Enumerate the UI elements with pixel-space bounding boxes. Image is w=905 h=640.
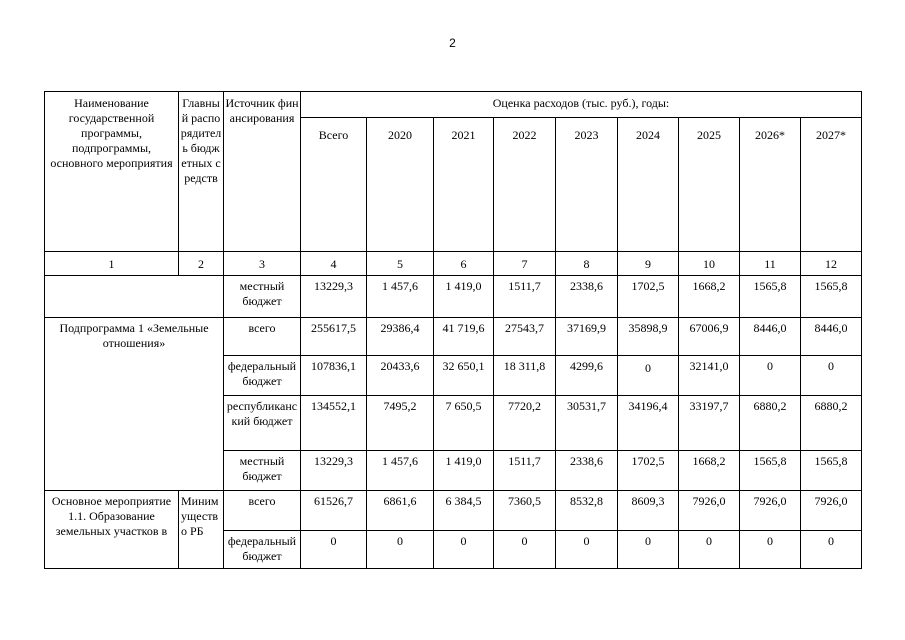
header-program-name: Наименование государственной программы, подпрограммы, основного мероприятия — [45, 92, 179, 252]
header-year: Всего — [301, 118, 367, 252]
amount-cell: 20433,6 — [367, 356, 434, 396]
amount-cell: 18 311,8 — [494, 356, 556, 396]
amount-cell: 6 384,5 — [434, 491, 494, 531]
amount-cell: 8609,3 — [618, 491, 679, 531]
amount-cell: 2338,6 — [556, 276, 618, 318]
header-year: 2027* — [801, 118, 862, 252]
amount-cell: 1702,5 — [618, 276, 679, 318]
column-number: 2 — [179, 252, 224, 276]
amount-cell: 1 457,6 — [367, 276, 434, 318]
amount-cell: 7720,2 — [494, 396, 556, 451]
table-row — [45, 491, 862, 531]
column-number: 6 — [434, 252, 494, 276]
amount-cell: 0 — [679, 531, 740, 569]
financing-source: местный бюджет — [224, 451, 301, 491]
column-number: 1 — [45, 252, 179, 276]
amount-cell: 0 — [801, 531, 862, 569]
table-row — [45, 276, 862, 318]
amount-cell: 0 — [618, 356, 679, 396]
amount-cell: 107836,1 — [301, 356, 367, 396]
amount-cell: 0 — [618, 531, 679, 569]
header-main-manager: Главный распорядитель бюджетных средств — [179, 92, 224, 252]
expenditure-table — [44, 91, 862, 569]
amount-cell: 1565,8 — [801, 276, 862, 318]
amount-cell: 2338,6 — [556, 451, 618, 491]
amount-cell: 6861,6 — [367, 491, 434, 531]
amount-cell: 1668,2 — [679, 451, 740, 491]
amount-cell: 0 — [556, 531, 618, 569]
amount-cell: 67006,9 — [679, 318, 740, 356]
amount-cell: 7926,0 — [740, 491, 801, 531]
amount-cell: 0 — [434, 531, 494, 569]
financing-source: федеральный бюджет — [224, 356, 301, 396]
financing-source: федеральный бюджет — [224, 531, 301, 569]
amount-cell: 7926,0 — [679, 491, 740, 531]
empty-cell — [45, 276, 224, 318]
amount-cell: 8532,8 — [556, 491, 618, 531]
header-year: 2026* — [740, 118, 801, 252]
column-number: 4 — [301, 252, 367, 276]
amount-cell: 1 419,0 — [434, 276, 494, 318]
amount-cell: 0 — [301, 531, 367, 569]
column-number: 9 — [618, 252, 679, 276]
amount-cell: 33197,7 — [679, 396, 740, 451]
amount-cell: 8446,0 — [801, 318, 862, 356]
amount-cell: 30531,7 — [556, 396, 618, 451]
header-row — [45, 92, 862, 118]
amount-cell: 13229,3 — [301, 451, 367, 491]
amount-cell: 13229,3 — [301, 276, 367, 318]
column-number: 3 — [224, 252, 301, 276]
amount-cell: 134552,1 — [301, 396, 367, 451]
amount-cell: 27543,7 — [494, 318, 556, 356]
amount-cell: 1511,7 — [494, 451, 556, 491]
amount-cell: 1 419,0 — [434, 451, 494, 491]
amount-cell: 4299,6 — [556, 356, 618, 396]
amount-cell: 0 — [801, 356, 862, 396]
column-number: 11 — [740, 252, 801, 276]
amount-cell: 0 — [367, 531, 434, 569]
amount-cell: 0 — [740, 356, 801, 396]
header-year: 2020 — [367, 118, 434, 252]
amount-cell: 41 719,6 — [434, 318, 494, 356]
column-number: 8 — [556, 252, 618, 276]
main-event-name: Основное мероприятие 1.1. Образование земельных участков в — [45, 491, 179, 569]
amount-cell: 8446,0 — [740, 318, 801, 356]
amount-cell: 34196,4 — [618, 396, 679, 451]
header-year: 2021 — [434, 118, 494, 252]
header-year: 2024 — [618, 118, 679, 252]
amount-cell: 1668,2 — [679, 276, 740, 318]
column-number: 7 — [494, 252, 556, 276]
amount-cell: 37169,9 — [556, 318, 618, 356]
amount-cell: 7926,0 — [801, 491, 862, 531]
amount-cell: 35898,9 — [618, 318, 679, 356]
amount-cell: 255617,5 — [301, 318, 367, 356]
amount-cell: 6880,2 — [740, 396, 801, 451]
table-row — [45, 318, 862, 356]
header-financing-source: Источник финансирования — [224, 92, 301, 252]
column-number-row — [45, 252, 862, 276]
financing-source: всего — [224, 318, 301, 356]
header-year: 2023 — [556, 118, 618, 252]
amount-cell: 1565,8 — [740, 276, 801, 318]
financing-source: республиканский бюджет — [224, 396, 301, 451]
financing-source: местный бюджет — [224, 276, 301, 318]
header-estimate: Оценка расходов (тыс. руб.), годы: — [301, 92, 862, 118]
amount-cell: 29386,4 — [367, 318, 434, 356]
column-number: 5 — [367, 252, 434, 276]
header-year: 2025 — [679, 118, 740, 252]
column-number: 12 — [801, 252, 862, 276]
amount-cell: 1 457,6 — [367, 451, 434, 491]
amount-cell: 0 — [740, 531, 801, 569]
amount-cell: 61526,7 — [301, 491, 367, 531]
page-number: 2 — [449, 36, 456, 50]
financing-source: всего — [224, 491, 301, 531]
main-event-manager: Минимущество РБ — [179, 491, 224, 569]
amount-cell: 1565,8 — [740, 451, 801, 491]
subprogram-name: Подпрограмма 1 «Земельные отношения» — [45, 318, 224, 491]
amount-cell: 32 650,1 — [434, 356, 494, 396]
amount-cell: 1565,8 — [801, 451, 862, 491]
column-number: 10 — [679, 252, 740, 276]
amount-cell: 7 650,5 — [434, 396, 494, 451]
amount-cell: 7495,2 — [367, 396, 434, 451]
amount-cell: 1511,7 — [494, 276, 556, 318]
amount-cell: 1702,5 — [618, 451, 679, 491]
header-year: 2022 — [494, 118, 556, 252]
amount-cell: 6880,2 — [801, 396, 862, 451]
amount-cell: 32141,0 — [679, 356, 740, 396]
amount-cell: 0 — [494, 531, 556, 569]
amount-cell: 7360,5 — [494, 491, 556, 531]
